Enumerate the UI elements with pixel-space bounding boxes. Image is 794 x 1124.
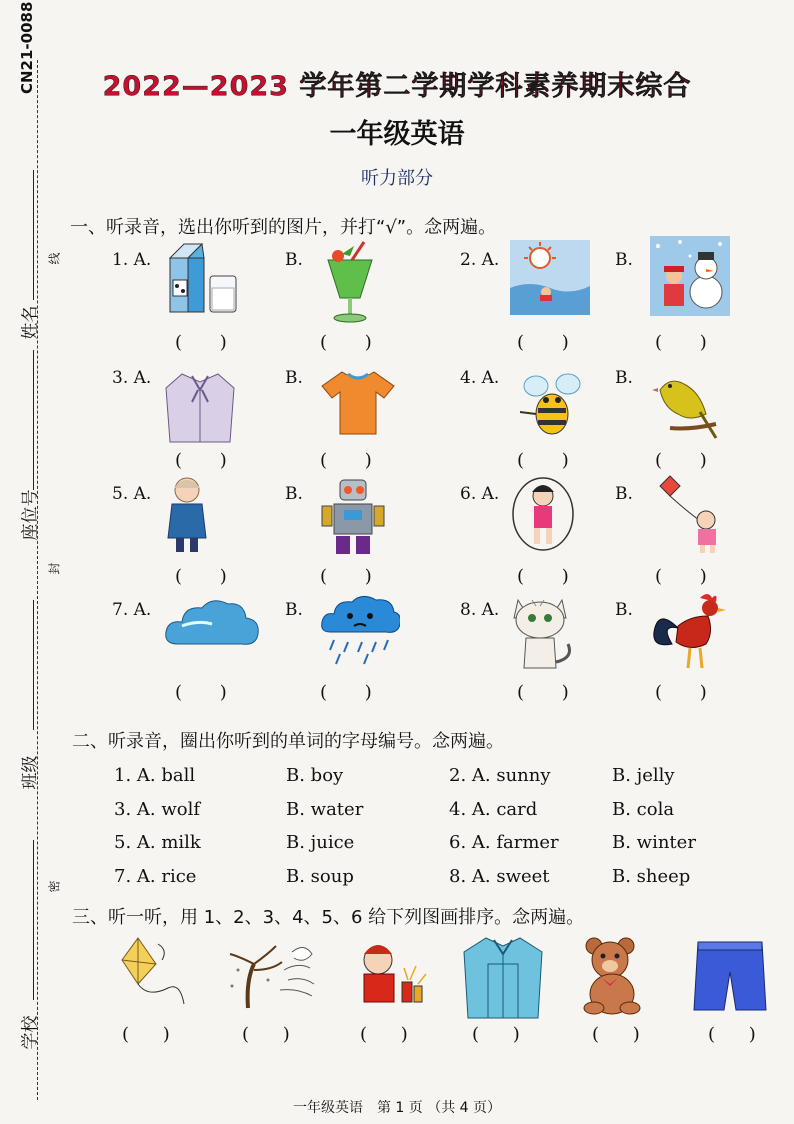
shirt-icon[interactable] <box>460 934 546 1023</box>
answer-parentheses[interactable]: ( ) <box>175 566 243 587</box>
option-b-label: B. <box>285 600 303 620</box>
kite-girl-icon[interactable] <box>650 474 730 558</box>
section2-heading: 二、听录音，圈出你听到的单词的字母编号。念两遍。 <box>72 731 504 752</box>
option-b-label: B. <box>615 368 633 388</box>
sunny-beach-icon[interactable] <box>510 240 590 319</box>
side-mark-feng: 封 <box>47 562 62 575</box>
bee-icon[interactable] <box>510 368 590 448</box>
order-parentheses[interactable]: ( ) <box>242 1024 304 1045</box>
side-label-class: 班级 <box>20 755 41 790</box>
order-parentheses[interactable]: ( ) <box>592 1024 654 1045</box>
bird-icon[interactable] <box>650 368 720 457</box>
side-label-school: 学校 <box>20 1015 41 1050</box>
answer-parentheses[interactable]: ( ) <box>175 682 243 703</box>
word-option[interactable]: B. winter <box>612 832 696 853</box>
answer-parentheses[interactable]: ( ) <box>175 450 243 471</box>
side-label-seat: 座位号 <box>20 489 41 541</box>
answer-parentheses[interactable]: ( ) <box>320 450 388 471</box>
answer-parentheses[interactable]: ( ) <box>517 566 585 587</box>
milk-carton-icon[interactable] <box>162 240 242 319</box>
teddy-bear-icon[interactable] <box>572 936 652 1020</box>
option-b-label: B. <box>285 250 303 270</box>
question-number: 7. A. <box>112 600 152 620</box>
question-number: 4. A. <box>460 368 500 388</box>
doll-icon[interactable] <box>162 474 212 563</box>
word-option[interactable]: 8. A. sweet <box>449 866 550 887</box>
order-parentheses[interactable]: ( ) <box>708 1024 770 1045</box>
word-option[interactable]: 1. A. ball <box>114 765 196 786</box>
side-code: CN21-0088 <box>18 1 36 94</box>
order-parentheses[interactable]: ( ) <box>472 1024 534 1045</box>
snowman-icon[interactable] <box>650 236 730 320</box>
robot-icon[interactable] <box>320 474 386 563</box>
word-option[interactable]: B. boy <box>286 765 344 786</box>
word-option[interactable]: B. cola <box>612 799 675 820</box>
rooster-icon[interactable] <box>650 588 730 677</box>
kite-icon[interactable] <box>118 934 188 1013</box>
section1-heading: 一、听录音，选出你听到的图片，并打“√”。念两遍。 <box>70 217 497 238</box>
option-b-label: B. <box>615 250 633 270</box>
blouse-icon[interactable] <box>162 368 238 452</box>
class-line <box>33 600 34 730</box>
order-parentheses[interactable]: ( ) <box>122 1024 184 1045</box>
t-shirt-icon[interactable] <box>320 368 396 442</box>
question-number: 2. A. <box>460 250 500 270</box>
question-number: 5. A. <box>112 484 152 504</box>
shorts-icon[interactable] <box>690 936 770 1020</box>
section3-heading: 三、听一听，用 1、2、3、4、5、6 给下列图画排序。念两遍。 <box>72 907 585 928</box>
seat-line <box>33 350 34 490</box>
answer-parentheses[interactable]: ( ) <box>655 332 723 353</box>
word-option[interactable]: 2. A. sunny <box>449 765 551 786</box>
festival-boy-icon[interactable] <box>342 938 432 1017</box>
side-mark-xian: 线 <box>47 252 62 265</box>
answer-parentheses[interactable]: ( ) <box>517 682 585 703</box>
question-number: 3. A. <box>112 368 152 388</box>
word-option[interactable]: 7. A. rice <box>114 866 197 887</box>
answer-parentheses[interactable]: ( ) <box>320 682 388 703</box>
cat-icon[interactable] <box>510 592 580 676</box>
answer-parentheses[interactable]: ( ) <box>175 332 243 353</box>
word-option[interactable]: B. water <box>286 799 364 820</box>
jump-rope-girl-icon[interactable] <box>510 474 576 558</box>
word-option[interactable]: B. jelly <box>612 765 675 786</box>
option-b-label: B. <box>285 368 303 388</box>
exam-title: 2022—2023 学年第二学期学科素养期末综合 <box>102 71 692 102</box>
page-footer: 一年级英语 第 1 页 （共 4 页） <box>292 1100 502 1116</box>
word-option[interactable]: B. juice <box>286 832 355 853</box>
question-number: 8. A. <box>460 600 500 620</box>
answer-parentheses[interactable]: ( ) <box>517 332 585 353</box>
word-option[interactable]: 4. A. card <box>449 799 538 820</box>
question-number: 6. A. <box>460 484 500 504</box>
wind-tree-icon[interactable] <box>218 940 318 1014</box>
answer-parentheses[interactable]: ( ) <box>655 682 723 703</box>
answer-parentheses[interactable]: ( ) <box>517 450 585 471</box>
answer-parentheses[interactable]: ( ) <box>655 566 723 587</box>
order-parentheses[interactable]: ( ) <box>360 1024 422 1045</box>
answer-parentheses[interactable]: ( ) <box>320 332 388 353</box>
rain-cloud-icon[interactable] <box>320 592 400 671</box>
word-option[interactable]: 5. A. milk <box>114 832 201 853</box>
option-b-label: B. <box>615 484 633 504</box>
exam-subtitle: 一年级英语 <box>329 119 465 150</box>
word-option[interactable]: B. sheep <box>612 866 691 887</box>
answer-parentheses[interactable]: ( ) <box>320 566 388 587</box>
part-label: 听力部分 <box>361 168 433 189</box>
option-b-label: B. <box>615 600 633 620</box>
binding-dashed-line <box>37 60 38 1100</box>
juice-glass-icon[interactable] <box>320 240 380 329</box>
side-mark-mi: 密 <box>47 880 62 893</box>
option-b-label: B. <box>285 484 303 504</box>
word-option[interactable]: B. soup <box>286 866 354 887</box>
answer-parentheses[interactable]: ( ) <box>655 450 723 471</box>
word-option[interactable]: 6. A. farmer <box>449 832 559 853</box>
question-number: 1. A. <box>112 250 152 270</box>
word-option[interactable]: 3. A. wolf <box>114 799 201 820</box>
side-label-name: 姓名 <box>20 305 41 340</box>
cloud-icon[interactable] <box>162 592 262 656</box>
school-line <box>33 840 34 1000</box>
